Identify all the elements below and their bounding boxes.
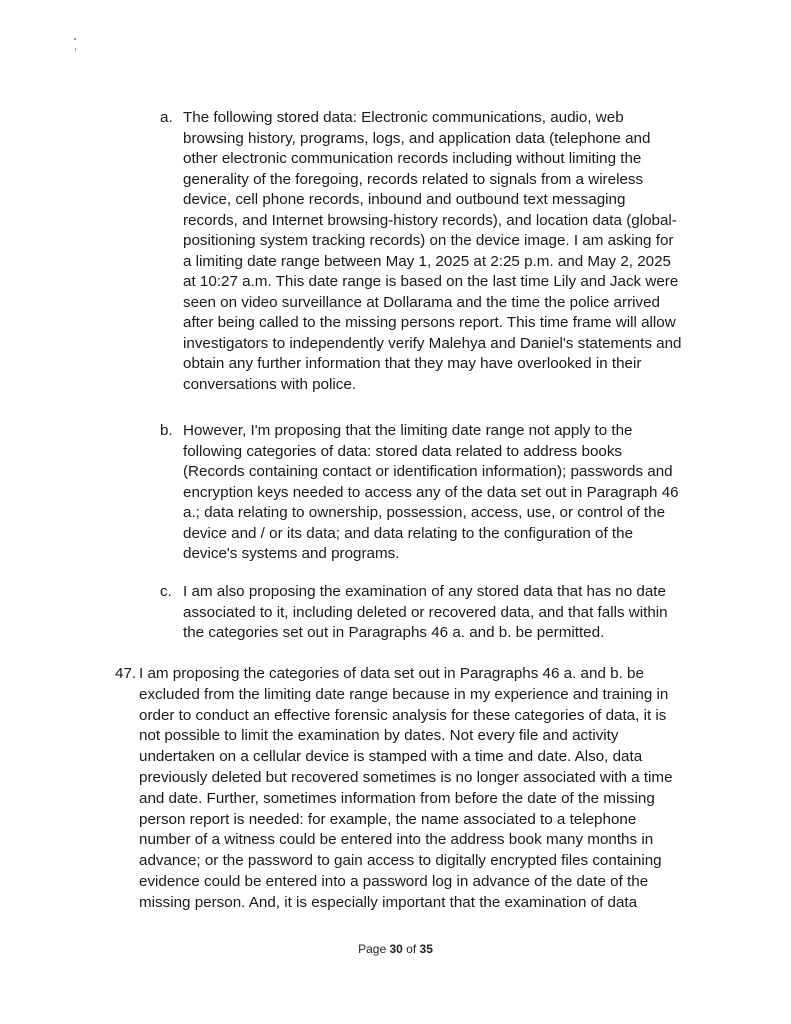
subparagraph-a — [160, 108, 720, 395]
scan-artifact-dot — [74, 38, 76, 40]
scan-artifact-dot — [75, 48, 76, 51]
page-total: 35 — [419, 942, 433, 956]
subparagraph-text: However, I'm proposing that the limiting date range not apply to the following categories of data: stored data related to address books (Records containing contact or identification information); passwords and encryption keys needed to access any of the data set out in Paragraph 46 a.; data relating to ownership, possession, access, use, or control of the device and / or its data; and data relating to the configuration of the device's systems and programs. — [183, 422, 679, 562]
page-footer — [0, 942, 791, 956]
subparagraph-text: I am also proposing the examination of any stored data that has no date associated to it, including deleted or recovered data, and that falls within the categories set out in Paragraphs 46 a. and b. be permitted. — [183, 583, 668, 641]
paragraph-number: 47. — [115, 665, 137, 682]
subparagraph-b — [160, 421, 720, 565]
paragraph-text: I am proposing the categories of data set out in Paragraphs 46 a. and b. be excluded from the limiting date range because in my experience and training in order to conduct an effective forensic analysis for these categories of data, it is not possible to limit the examination by dates. Not every file and activity undertaken on a cellular device is stamped with a time and date. Also, data previously deleted but recovered sometimes is no longer associated with a time and date. Further, sometimes information from before the date of the missing person report is needed: for example, the name associated to a telephone number of a witness could be entered into the address book many months in advance; or the password to gain access to digitally encrypted files containing evidence could be entered into a password log in advance of the date of the missing person. And, it is especially important that the examination of data — [139, 665, 673, 911]
of-label: of — [406, 942, 417, 956]
page-label: Page — [358, 942, 387, 956]
page-number: 30 — [389, 942, 403, 956]
subparagraph-marker: a. — [160, 109, 173, 126]
subparagraph-marker: c. — [160, 583, 172, 600]
subparagraph-c — [160, 582, 720, 644]
paragraph-47 — [115, 664, 725, 914]
subparagraph-marker: b. — [160, 422, 173, 439]
subparagraph-text: The following stored data: Electronic communications, audio, web browsing history, programs, logs, and application data (telephone and other electronic communication records including without limiting the generality of the foregoing, records related to signals from a wireless device, cell phone records, inbound and outbound text messaging records, and Internet browsing-history records), and location data (global- positioning system tracking records) on the device image. I am asking for a limiting date range between May 1, 2025 at 2:25 p.m. and May 2, 2025 at 10:27 a.m. This date range is based on the last time Lily and Jack were seen on video surveillance at Dollarama and the time the police arrived after being called to the missing persons report. This time frame will allow investigators to independently verify Malehya and Daniel's statements and obtain any further information that they may have overlooked in their conversations with police. — [183, 109, 682, 393]
